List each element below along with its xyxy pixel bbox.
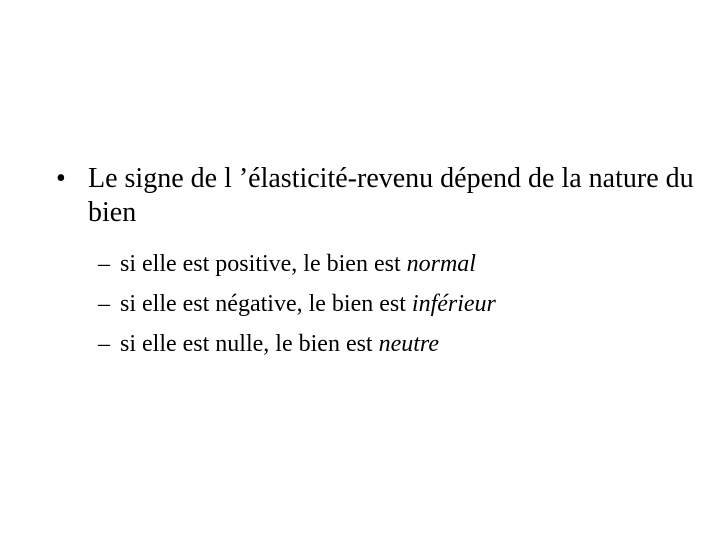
sub-bullet-list — [98, 244, 698, 364]
dash-marker: – — [98, 251, 110, 277]
sub-bullet-text: si elle est positive, le bien est — [120, 251, 407, 277]
sub-bullet-negative — [98, 284, 698, 324]
bullet-marker: • — [56, 163, 66, 194]
main-bullet-text: Le signe de l ’élasticité-revenu dépend de la nature du bien — [88, 163, 694, 228]
sub-bullet-text: si elle est nulle, le bien est — [120, 331, 379, 357]
sub-bullet-emphasis: neutre — [378, 331, 440, 357]
dash-marker: – — [98, 291, 110, 317]
main-bullet — [56, 162, 696, 230]
sub-bullet-emphasis: inférieur — [411, 291, 496, 317]
dash-marker: – — [98, 331, 110, 357]
sub-bullet-positive — [98, 244, 698, 284]
sub-bullet-null — [98, 324, 698, 364]
sub-bullet-text: si elle est négative, le bien est — [120, 291, 412, 317]
sub-bullet-emphasis: normal — [406, 251, 476, 277]
